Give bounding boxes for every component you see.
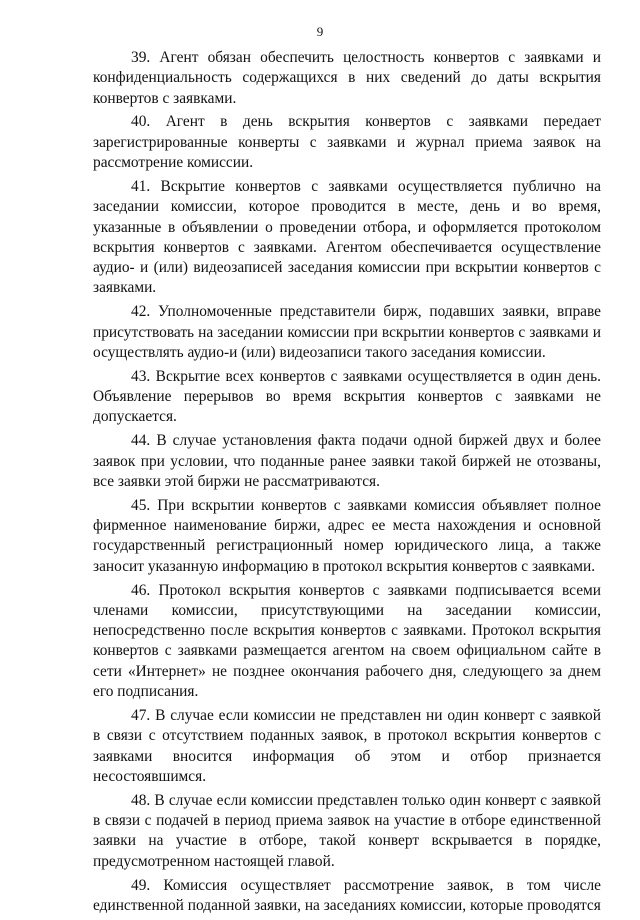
paragraph-39: 39. Агент обязан обеспечить целостность конвертов с заявками и конфиденциальность содержащихся в них сведений до даты вскрытия конвертов с заявками. [93,49,601,107]
paragraph-42: 42. Уполномоченные представители бирж, подавших заявки, вправе присутствовать на заседании комиссии при вскрытии конвертов с заявками и осуществлять аудио-и (или) видеозаписи такого заседания комиссии. [93,303,601,361]
paragraph-44: 44. В случае установления факта подачи одной биржей двух и более заявок при условии, что поданные ранее заявки такой биржей не отозваны, все заявки этой биржи не рассматриваются. [93,432,601,490]
paragraph-48: 48. В случае если комиссии представлен только один конверт с заявкой в связи с подачей в период приема заявок на участие в отборе единственной заявки на участие в отборе, такой конверт вскрывается в порядке, предусмотренном настоящей главой. [93,791,601,870]
page-number: 9 [316,24,324,39]
paragraph-47: 47. В случае если комиссии не представлен ни один конверт с заявкой в связи с отсутствием поданных заявок, в протокол вскрытия конвертов с заявками вносится информация об этом и отбор признается несостоявшимся. [93,706,601,785]
paragraph-46: 46. Протокол вскрытия конвертов с заявками подписывается всеми членами комиссии, присутствующими на заседании комиссии, непосредственно после вскрытия конвертов с заявками. Протокол вскрытия конвертов с заявками размещается агентом на своем официальном сайте в сети «Интернет» не позднее окончания рабочего дня, следующего за днем его подписания. [93,581,601,701]
paragraph-43: 43. Вскрытие всех конвертов с заявками осуществляется в один день. Объявление перерывов во время вскрытия конвертов с заявками не допускается. [93,367,601,426]
document-body [93,48,601,920]
paragraph-40: 40. Агент в день вскрытия конвертов с заявками передает зарегистрированные конверты с заявками и журнал приема заявок на рассмотрение комиссии. [93,113,601,172]
paragraph-41: 41. Вскрытие конвертов с заявками осуществляется публично на заседании комиссии, которое проводится в месте, день и во время, указанные в объявлении о проведении отбора, и оформляется протоколом вскрытия конвертов с заявками. Агентом обеспечивается осуществление аудио- и (или) видеозаписей заседания комиссии при вскрытии конвертов с заявками. [93,177,601,297]
paragraph-45: 45. При вскрытии конвертов с заявками комиссия объявляет полное фирменное наименование биржи, адрес ее места нахождения и основной государственный регистрационный номер юридического лица, а также заносит указанную информацию в протокол вскрытия конвертов с заявками. [93,496,601,575]
paragraph-49: 49. Комиссия осуществляет рассмотрение заявок, в том числе единственной поданной заявки, на заседаниях комиссии, которые проводятся [93,876,601,914]
